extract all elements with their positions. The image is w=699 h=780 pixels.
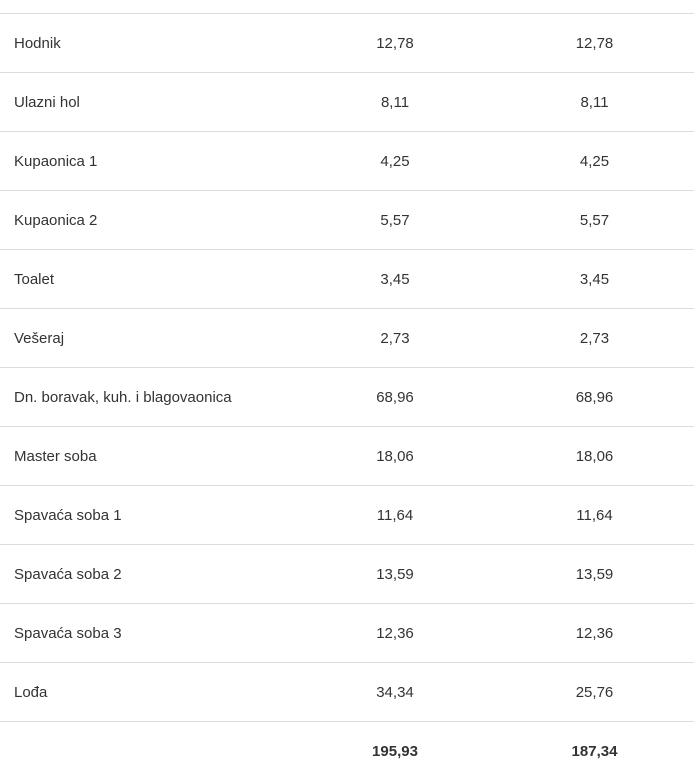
room-area-value: 68,96 [295,368,495,427]
room-name: Hodnik [0,14,295,73]
room-name: Master soba [0,427,295,486]
room-name: Spavaća soba 3 [0,604,295,663]
table-row [0,368,694,427]
room-area-value: 2,73 [295,309,495,368]
room-name: Dn. boravak, kuh. i blagovaonica [0,368,295,427]
table-row [0,486,694,545]
room-area-value: 34,34 [295,663,495,722]
room-area-value: 68,96 [495,368,694,427]
table-row [0,663,694,722]
room-area-value: 25,76 [495,663,694,722]
room-area-value: 12,78 [295,14,495,73]
room-area-value: 4,25 [495,132,694,191]
table-row [0,604,694,663]
room-area-table [0,13,694,780]
table-row [0,14,694,73]
total-row [0,722,694,780]
table-row [0,191,694,250]
room-name: Lođa [0,663,295,722]
table-row [0,250,694,309]
room-area-value: 11,64 [295,486,495,545]
room-name: Ulazni hol [0,73,295,132]
room-name: Spavaća soba 2 [0,545,295,604]
total-area-value: 195,93 [295,722,495,780]
room-area-value: 18,06 [295,427,495,486]
room-name: Kupaonica 2 [0,191,295,250]
table-row [0,132,694,191]
room-area-value: 12,36 [295,604,495,663]
room-area-value: 5,57 [295,191,495,250]
room-area-value: 4,25 [295,132,495,191]
room-area-value: 8,11 [295,73,495,132]
room-area-value: 11,64 [495,486,694,545]
room-area-value: 3,45 [495,250,694,309]
table-row [0,427,694,486]
room-area-value: 2,73 [495,309,694,368]
room-name: Vešeraj [0,309,295,368]
room-area-value: 5,57 [495,191,694,250]
total-area-value: 187,34 [495,722,694,780]
table-row [0,309,694,368]
room-area-value: 13,59 [295,545,495,604]
room-area-value: 12,36 [495,604,694,663]
room-name: Spavaća soba 1 [0,486,295,545]
room-name: Toalet [0,250,295,309]
room-area-value: 8,11 [495,73,694,132]
room-name: Kupaonica 1 [0,132,295,191]
total-label [0,722,295,780]
table-row [0,73,694,132]
room-area-value: 13,59 [495,545,694,604]
room-area-value: 3,45 [295,250,495,309]
room-area-value: 18,06 [495,427,694,486]
room-area-value: 12,78 [495,14,694,73]
table-row [0,545,694,604]
